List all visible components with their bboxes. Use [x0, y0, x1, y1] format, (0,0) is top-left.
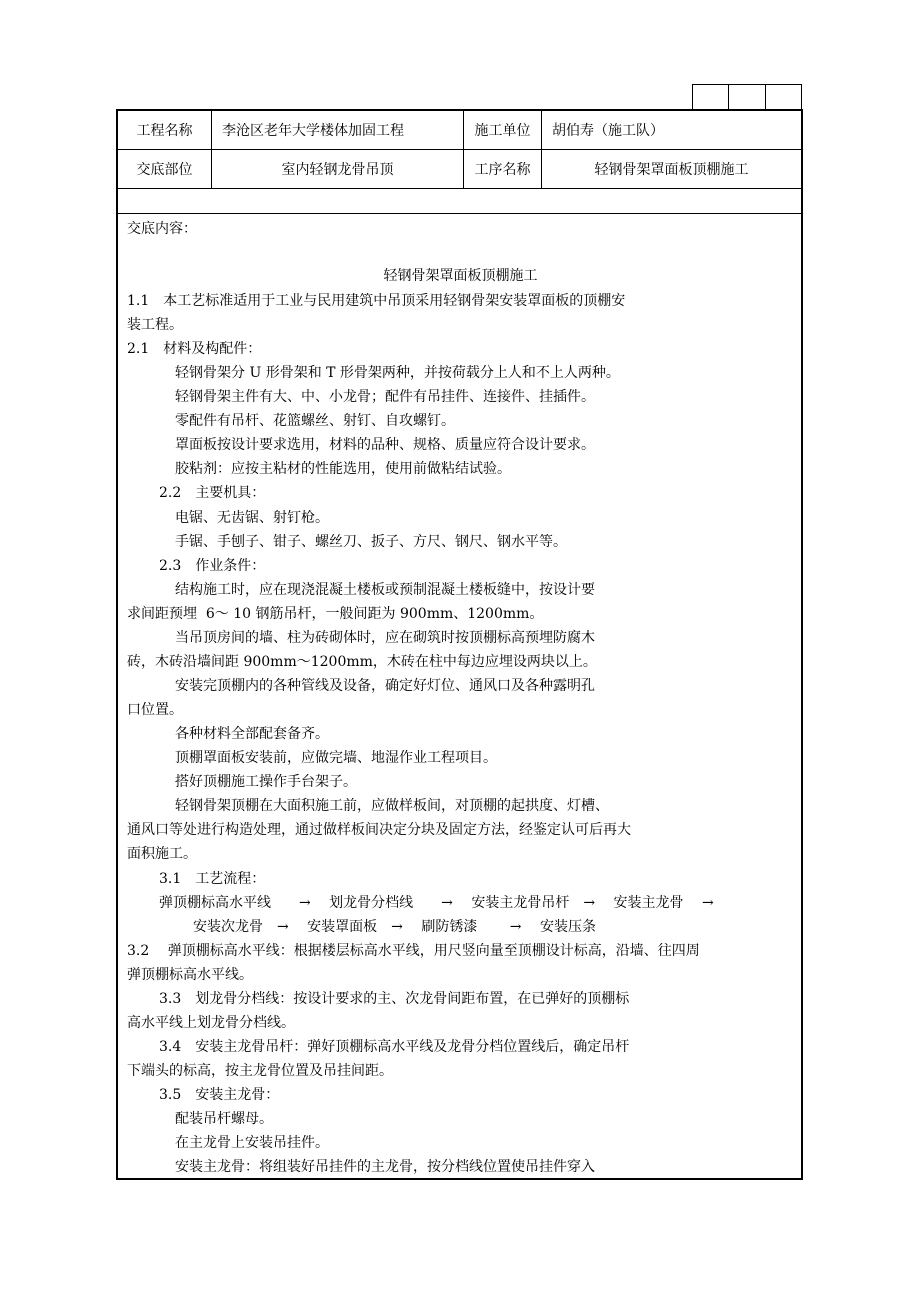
- process-label: 工序名称: [464, 150, 542, 188]
- content-line: 通风口等处进行构造处理，通过做样板间决定分块及固定方法，经鉴定认可后再大: [127, 822, 631, 838]
- content-line: 2.3 作业条件：: [159, 558, 266, 574]
- process-flow-line: 安装次龙骨 → 安装罩面板 → 刷防锈漆 → 安装压条: [193, 919, 596, 935]
- content-line: 3.3 划龙骨分档线：按设计要求的主、次龙骨间距布置，在已弹好的顶棚标: [159, 991, 630, 1007]
- content-line: 1.1 本工艺标准适用于工业与民用建筑中吊顶采用轻钢骨架安装罩面板的顶棚安: [127, 293, 626, 309]
- content-heading: 交底内容：: [127, 221, 197, 237]
- contractor-value: 胡伯寿（施工队）: [552, 123, 664, 139]
- content-line: 下端头的标高，按主龙骨位置及吊挂间距。: [127, 1063, 393, 1079]
- content-line: 3.2 弹顶棚标高水平线：根据楼层标高水平线，用尺竖向量至顶棚设计标高，沿墙、往四周: [127, 943, 700, 959]
- content-line: 3.4 安装主龙骨吊杆：弹好顶棚标高水平线及龙骨分档位置线后，确定吊杆: [159, 1039, 630, 1055]
- content-line: 在主龙骨上安装吊挂件。: [175, 1135, 329, 1151]
- content-line: 当吊顶房间的墙、柱为砖砌体时，应在砌筑时按顶棚标高预埋防腐木: [175, 630, 595, 646]
- handover-form: [116, 109, 803, 1180]
- content-line: 2.1 材料及构配件：: [127, 341, 262, 357]
- content-line: 弹顶棚标高水平线。: [127, 967, 253, 983]
- content-line: 结构施工时，应在现浇混凝土楼板或预制混凝土楼板缝中，按设计要: [175, 582, 595, 598]
- header-spacer-row: [118, 189, 801, 214]
- content-line: 2.2 主要机具：: [159, 485, 266, 501]
- content-line: 配装吊杆螺母。: [175, 1111, 273, 1127]
- part-label: 交底部位: [118, 150, 212, 188]
- header-row-1: [118, 111, 801, 150]
- content-line: 轻钢骨架分 U 形骨架和 T 形骨架两种，并按荷载分上人和不上人两种。: [175, 365, 620, 381]
- content-line: 轻钢骨架顶棚在大面积施工前，应做样板间，对顶棚的起拱度、灯槽、: [175, 798, 609, 814]
- content-line: 零配件有吊杆、花篮螺丝、射钉、自攻螺钉。: [175, 413, 455, 429]
- corner-boxes: [692, 84, 802, 110]
- content-line: 3.1 工艺流程：: [159, 871, 266, 887]
- content-line: 各种材料全部配套备齐。: [175, 726, 329, 742]
- process-value: 轻钢骨架罩面板顶棚施工: [594, 162, 749, 178]
- content-line: 求间距预埋 6～ 10 钢筋吊杆，一般间距为 900mm、1200mm。: [127, 606, 544, 622]
- content-line: 电锯、无齿锯、射钉枪。: [175, 510, 329, 526]
- corner-box: [728, 84, 764, 110]
- content-line: 装工程。: [127, 317, 183, 333]
- part-value: 室内轻钢龙骨吊顶: [212, 150, 464, 188]
- content-line: 胶粘剂：应按主粘材的性能选用，使用前做粘结试验。: [175, 461, 511, 477]
- header-row-2: [118, 150, 801, 189]
- content-line: 轻钢骨架主件有大、中、小龙骨；配件有吊挂件、连接件、挂插件。: [175, 389, 595, 405]
- content-line: 安装主龙骨：将组装好吊挂件的主龙骨，按分档线位置使吊挂件穿入: [175, 1159, 595, 1175]
- corner-box: [692, 84, 728, 110]
- corner-box: [765, 84, 802, 110]
- process-flow-line: 弹顶棚标高水平线 → 划龙骨分档线 → 安装主龙骨吊杆 → 安装主龙骨 →: [159, 895, 714, 911]
- content-line: 3.5 安装主龙骨：: [159, 1087, 280, 1103]
- project-value: 李沧区老年大学楼体加固工程: [212, 111, 464, 149]
- content-line: 面积施工。: [127, 846, 197, 862]
- content-line: 手锯、手刨子、钳子、螺丝刀、扳子、方尺、钢尺、钢水平等。: [175, 534, 567, 550]
- content-title: 轻钢骨架罩面板顶棚施工: [383, 268, 538, 284]
- content-line: 砖，木砖沿墙间距 900mm～1200mm，木砖在柱中每边应埋设两块以上。: [127, 654, 597, 670]
- contractor-label: 施工单位: [464, 111, 542, 149]
- project-label: 工程名称: [118, 111, 212, 149]
- content-line: 安装完顶棚内的各种管线及设备，确定好灯位、通风口及各种露明孔: [175, 678, 595, 694]
- content-line: 罩面板按设计要求选用，材料的品种、规格、质量应符合设计要求。: [175, 437, 595, 453]
- content-line: 口位置。: [127, 702, 183, 718]
- content-line: 顶棚罩面板安装前，应做完墙、地湿作业工程项目。: [175, 750, 497, 766]
- content-line: 搭好顶棚施工操作手台架子。: [175, 774, 357, 790]
- content-line: 高水平线上划龙骨分档线。: [127, 1015, 295, 1031]
